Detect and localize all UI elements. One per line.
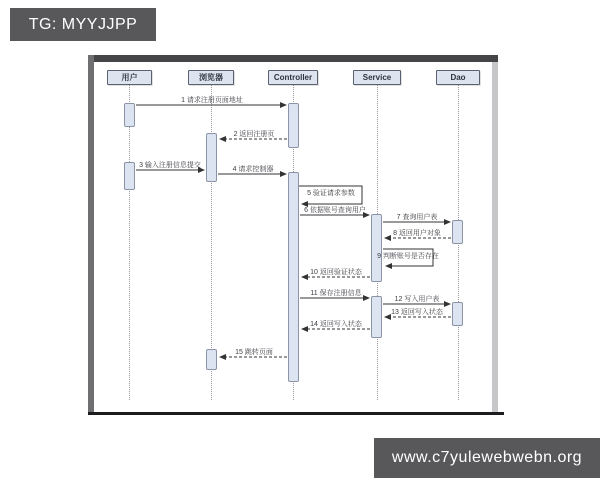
message-1-label: 1 请求注册页面地址 xyxy=(181,97,243,104)
message-14-label: 14 返回写入状态 xyxy=(310,321,362,328)
watermark-bottom-text: www.c7yulewebwebn.org xyxy=(391,449,583,466)
message-7-label: 7 查询用户表 xyxy=(396,214,438,221)
message-12-label: 12 写入用户表 xyxy=(394,296,440,303)
activation-browser-2 xyxy=(206,349,217,370)
diagram-frame-right xyxy=(492,62,498,412)
diagram-frame-top xyxy=(88,55,498,62)
lifeline-label-user: 用户 xyxy=(121,73,138,82)
lifeline-label-service: Service xyxy=(362,73,392,82)
lifeline-label-browser: 浏览器 xyxy=(199,73,223,82)
lifeline-box-dao xyxy=(436,70,480,85)
message-13-label: 13 返回写入状态 xyxy=(391,309,443,316)
activation-browser-1 xyxy=(206,133,217,182)
message-5-label: 5 验证请求参数 xyxy=(307,190,355,197)
lifeline-box-browser xyxy=(188,70,234,85)
activation-dao-2 xyxy=(452,302,463,326)
diagram-frame-bottom xyxy=(88,412,504,415)
message-10-label: 10 返回验证状态 xyxy=(310,269,362,276)
lifeline-box-controller xyxy=(268,70,318,85)
lifeline-user xyxy=(129,85,130,400)
activation-dao-1 xyxy=(452,220,463,244)
lifeline-box-user xyxy=(107,70,152,85)
lifeline-box-service xyxy=(353,70,401,85)
watermark-banner-top xyxy=(10,8,156,41)
message-11-label: 11 保存注册信息 xyxy=(310,290,362,297)
lifeline-label-dao: Dao xyxy=(450,73,466,82)
message-2-label: 2 返回注册页 xyxy=(233,131,275,138)
activation-user-1 xyxy=(124,103,135,127)
watermark-banner-bottom xyxy=(374,438,600,478)
message-15-label: 15 跳转页面 xyxy=(235,349,273,356)
message-3-label: 3 输入注册信息提交 xyxy=(139,162,201,169)
message-9-label: 9 判断账号是否存在 xyxy=(377,253,439,260)
diagram-frame-left xyxy=(88,55,94,415)
watermark-top-text: TG: MYYJJPP xyxy=(28,15,138,33)
lifeline-label-controller: Controller xyxy=(273,73,313,82)
message-8-label: 8 返回用户对象 xyxy=(393,230,441,237)
activation-controller-2 xyxy=(288,172,299,382)
message-4-label: 4 请求控制器 xyxy=(232,166,274,173)
activation-controller-1 xyxy=(288,103,299,148)
activation-service-2 xyxy=(371,296,382,338)
message-6-label: 6 依据账号查询用户 xyxy=(304,207,366,214)
activation-service-1 xyxy=(371,214,382,282)
activation-user-2 xyxy=(124,162,135,190)
